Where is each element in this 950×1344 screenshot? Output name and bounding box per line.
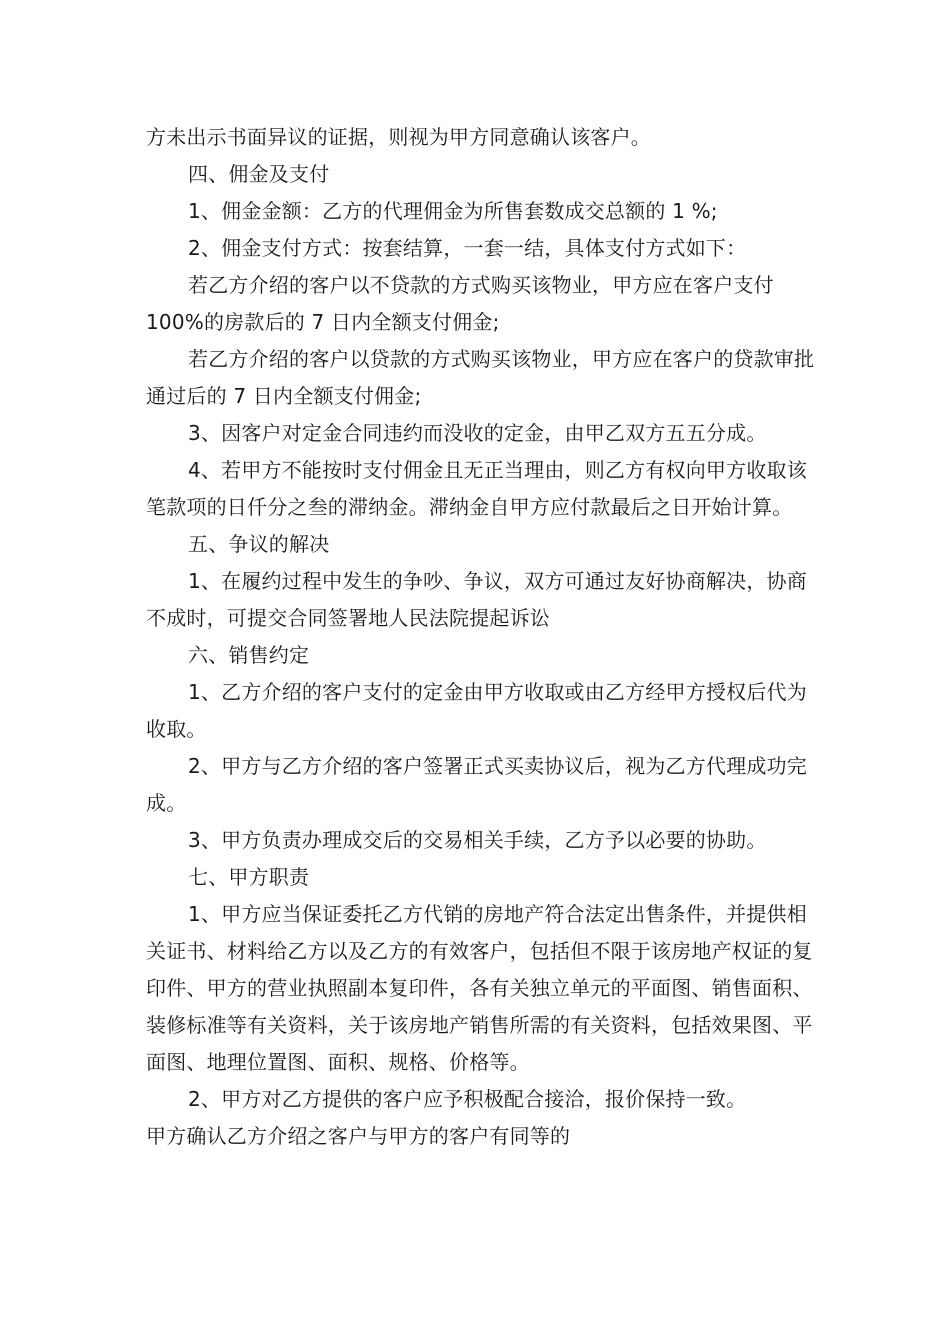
paragraph-deposit-forfeit: 3、因客户对定金合同违约而没收的定金，由甲乙双方五五分成。 [188, 421, 767, 445]
paragraph-agency-completion: 2、甲方与乙方介绍的客户签署正式买卖协议后，视为乙方代理成功完成。 [146, 754, 807, 815]
paragraph-no-loan-payment: 若乙方介绍的客户以不贷款的方式购买该物业，甲方应在客户支付 100%的房款后的 7 日内全额支付佣金; [146, 273, 774, 334]
document-body [146, 119, 826, 1155]
paragraph-1: 方未出示书面异议的证据，则视为甲方同意确认该客户。 [146, 125, 651, 149]
section-heading-commission: 四、佣金及支付 [188, 162, 330, 186]
paragraph-commission-amount: 1、佣金金额：乙方的代理佣金为所售套数成交总额的 1 %; [188, 199, 718, 223]
section-heading-party-a-duties: 七、甲方职责 [188, 865, 310, 889]
paragraph-transaction-procedures: 3、甲方负责办理成交后的交易相关手续，乙方予以必要的协助。 [188, 828, 767, 852]
paragraph-dispute-resolution: 1、在履约过程中发生的争吵、争议，双方可通过友好协商解决，协商不成时，可提交合同签署地人民法院提起诉讼 [146, 569, 807, 630]
paragraph-loan-payment: 若乙方介绍的客户以贷款的方式购买该物业，甲方应在客户的贷款审批通过后的 7 日内全额支付佣金; [146, 347, 815, 408]
paragraph-party-a-cooperation: 2、甲方对乙方提供的客户应予积极配合接洽，报价保持一致。 [188, 1087, 747, 1111]
paragraph-party-a-guarantee: 1、甲方应当保证委托乙方代销的房地产符合法定出售条件，并提供相关证书、材料给乙方以及乙方的有效客户，包括但不限于该房地产权证的复印件、甲方的营业执照副本复印件，各有关独立单元的平面图、销售面积、装修标准等有关资料，关于该房地产销售所需的有关资料，包括效果图、平面图、地理位置图、面积、规格、价格等。 [146, 902, 813, 1074]
section-heading-dispute: 五、争议的解决 [188, 532, 330, 556]
paragraph-deposit-collection: 1、乙方介绍的客户支付的定金由甲方收取或由乙方经甲方授权后代为收取。 [146, 680, 807, 741]
paragraph-party-a-confirmation: 甲方确认乙方介绍之客户与甲方的客户有同等的 [146, 1124, 571, 1148]
paragraph-commission-payment-method: 2、佣金支付方式：按套结算，一套一结，具体支付方式如下： [188, 236, 747, 260]
section-heading-sales-agreement: 六、销售约定 [188, 643, 310, 667]
paragraph-late-fee: 4、若甲方不能按时支付佣金且无正当理由，则乙方有权向甲方收取该笔款项的日仟分之叁的滞纳金。滞纳金自甲方应付款最后之日开始计算。 [146, 458, 807, 519]
